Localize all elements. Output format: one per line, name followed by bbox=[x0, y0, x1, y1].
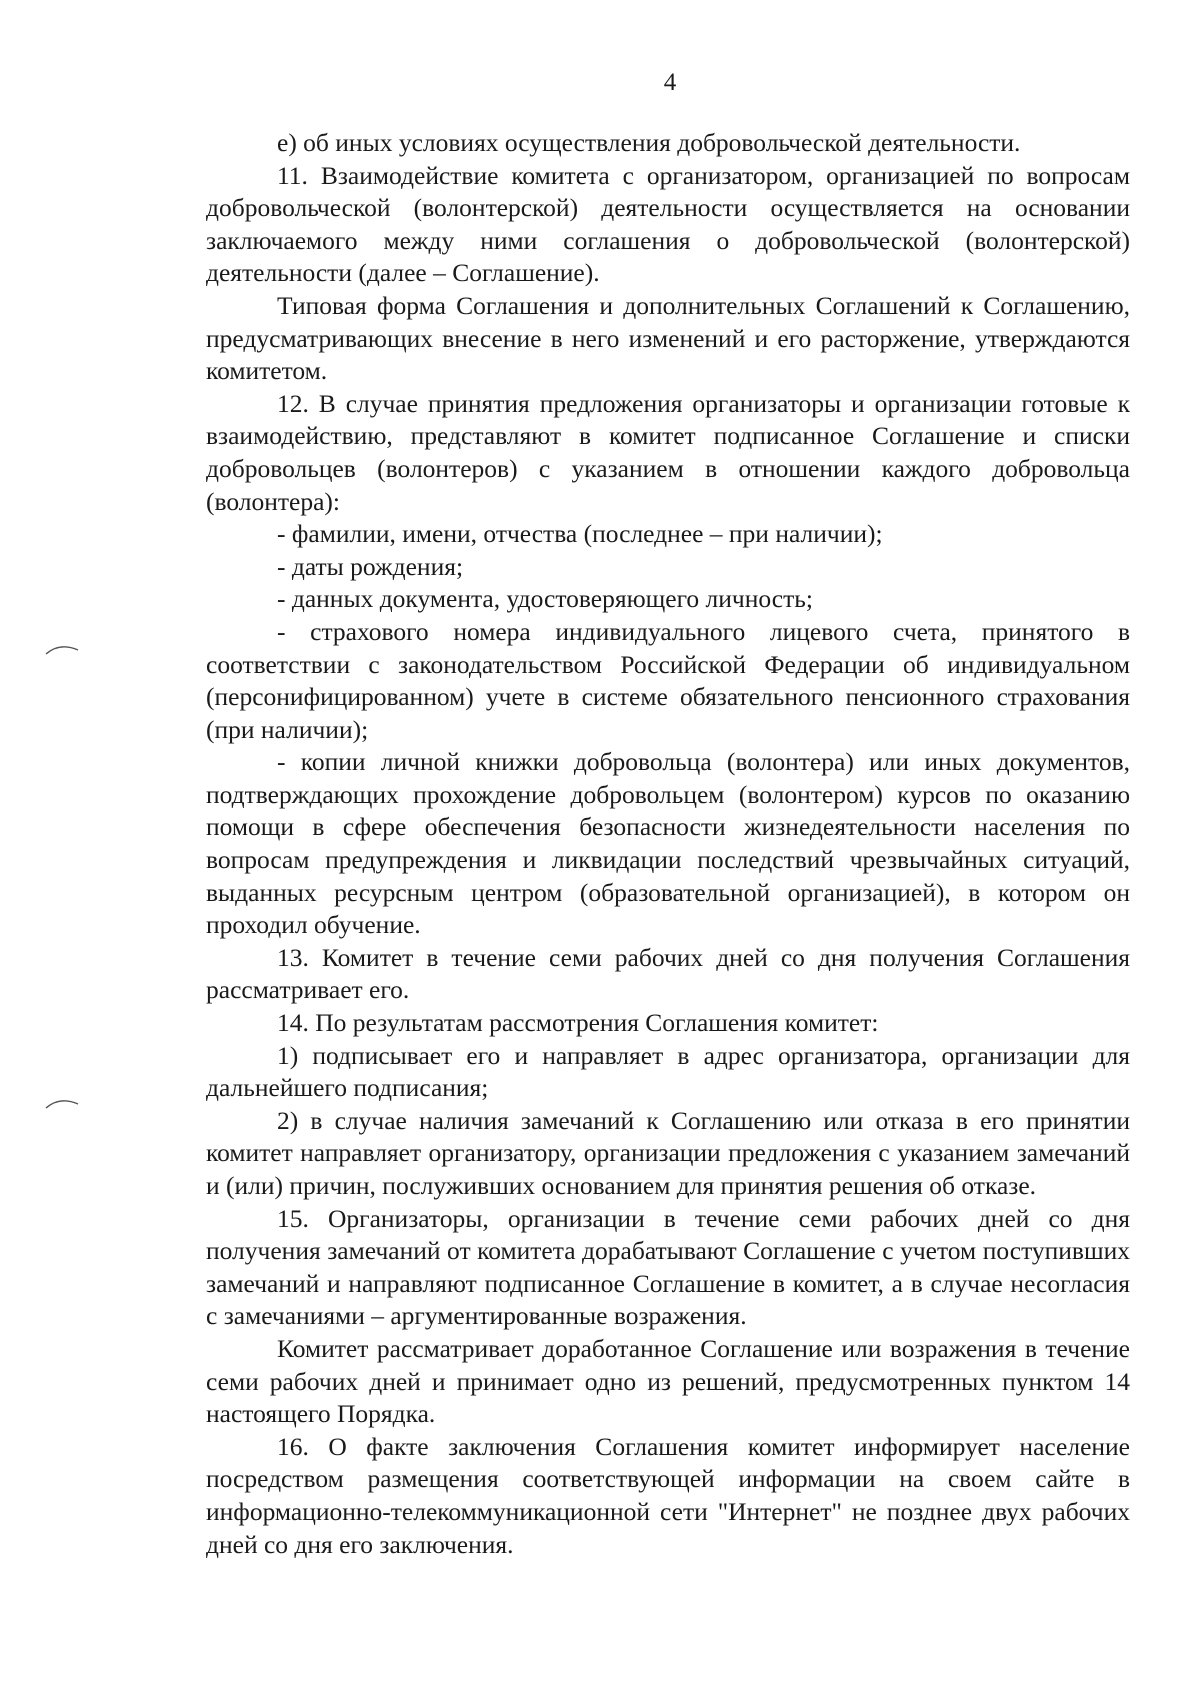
binding-hole-mark bbox=[44, 1096, 80, 1110]
paragraph-13: 13. Комитет в течение семи рабочих дней со дня получения Соглашения рассматривает его. bbox=[206, 942, 1130, 1005]
paragraph-item-e: е) об иных условиях осуществления добровольческой деятельности. bbox=[277, 128, 1021, 157]
paragraph-15-review: Комитет рассматривает доработанное Соглашение или возражения в течение семи рабочих дней и принимает одно из решений, предусмотренных пунктом 14 настоящего Порядка. bbox=[206, 1333, 1130, 1429]
paragraph-11: 11. Взаимодействие комитета с организатором, организацией по вопросам добровольческой (волонтерской) деятельности осуществляется на основании заключаемого между ними соглашения о добровольческой (волонтерской) деятельности (далее – Соглашение). bbox=[206, 160, 1130, 288]
list-item-birth-date: - даты рождения; bbox=[277, 551, 464, 581]
paragraph-12: 12. В случае принятия предложения организаторы и организации готовые к взаимодействию, представляют в комитет подписанное Соглашение и списки добровольцев (волонтеров) с указанием в отношении каждого добровольца (волонтера): bbox=[206, 388, 1130, 516]
paragraph-16: 16. О факте заключения Соглашения комитет информирует население посредством размещения соответствующей информации на своем сайте в информационно-телекоммуникационной сети "Интернет" не позднее двух рабочих дней со дня его заключения. bbox=[206, 1431, 1130, 1559]
paragraph-standard-form: Типовая форма Соглашения и дополнительных Соглашений к Соглашению, предусматривающих внесение в него изменений и его расторжение, утверждаются комитетом. bbox=[206, 290, 1130, 386]
list-item-volunteer-book: - копии личной книжки добровольца (волонтера) или иных документов, подтверждающих прохождение добровольцем (волонтером) курсов по оказанию помощи в сфере обеспечения безопасности жизнедеятельности населения по вопросам предупреждения и ликвидации последствий чрезвычайных ситуаций, выданных ресурсным центром (образовательной организацией), в котором он проходил обучение. bbox=[206, 747, 1130, 940]
list-item-insurance-number: - страхового номера индивидуального лицевого счета, принятого в соответствии с законодательством Российской Федерации об индивидуальном (персонифицированном) учете в системе обязательного пенсионного страхования (при наличии); bbox=[206, 616, 1130, 744]
list-item-full-name: - фамилии, имени, отчества (последнее – при наличии); bbox=[277, 519, 883, 549]
binding-hole-mark bbox=[44, 642, 80, 656]
page-number: 4 bbox=[663, 69, 677, 96]
document-body bbox=[206, 127, 1130, 1561]
paragraph-14-item-2: 2) в случае наличия замечаний к Соглашению или отказа в его принятии комитет направляет организатору, организации предложения с указанием замечаний и (или) причин, послуживших основанием для принятия решения об отказе. bbox=[206, 1105, 1130, 1200]
paragraph-15: 15. Организаторы, организации в течение семи рабочих дней со дня получения замечаний от комитета дорабатывают Соглашение с учетом поступивших замечаний и направляют подписанное Соглашение в комитет, а в случае несогласия с замечаниями – аргументированные возражения. bbox=[206, 1203, 1130, 1331]
paragraph-14: 14. По результатам рассмотрения Соглашения комитет: bbox=[277, 1008, 879, 1038]
paragraph-14-item-1: 1) подписывает его и направляет в адрес организатора, организации для дальнейшего подписания; bbox=[206, 1040, 1130, 1103]
list-item-id-document: - данных документа, удостоверяющего личность; bbox=[277, 584, 813, 614]
